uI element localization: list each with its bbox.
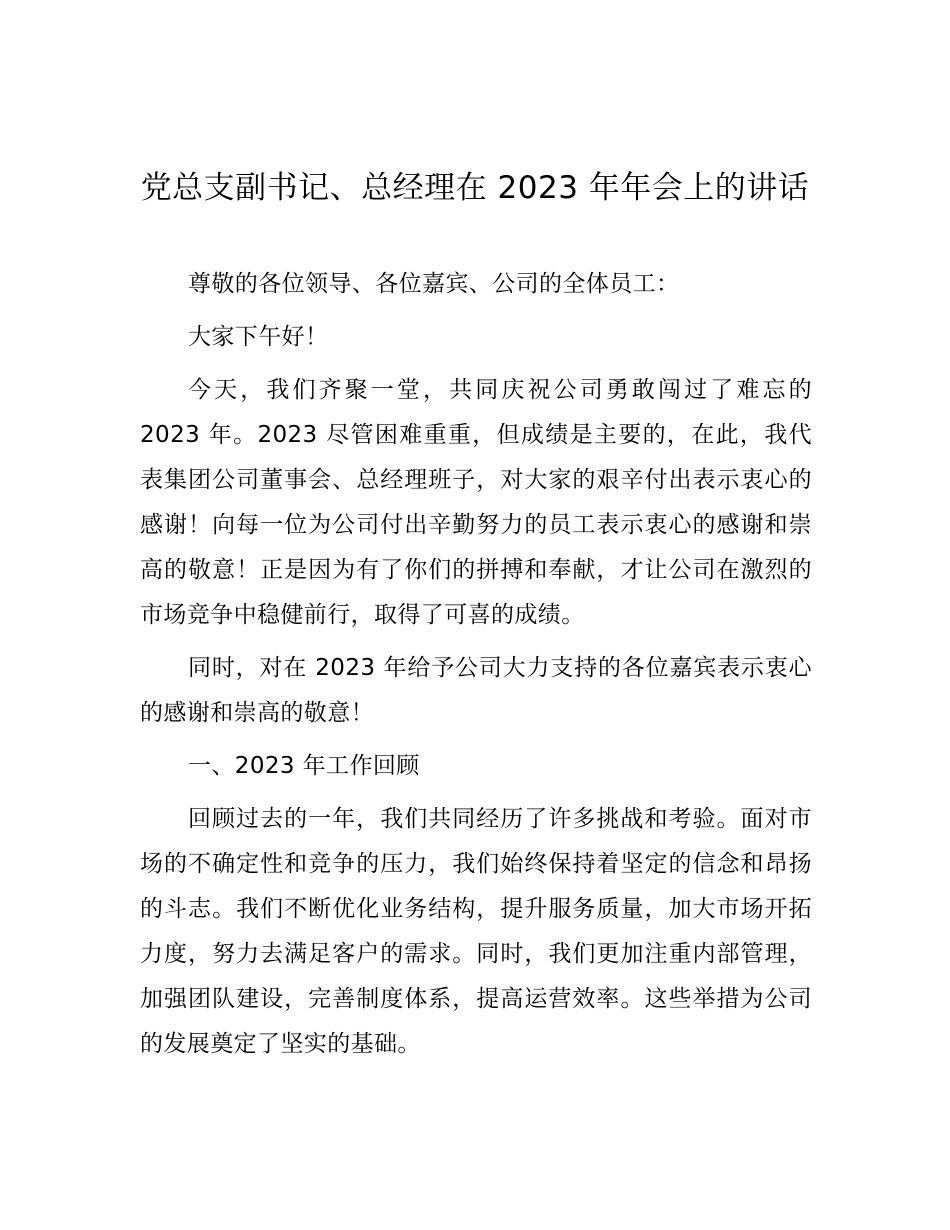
document-body bbox=[140, 262, 812, 1075]
document-title: 党总支副书记、总经理在 2023 年年会上的讲话 bbox=[140, 170, 810, 206]
greeting-paragraph: 大家下午好！ bbox=[188, 324, 329, 350]
review-paragraph: 回顾过去的一年，我们共同经历了许多挑战和考验。面对市场的不确定性和竞争的压力，我们始终保持着坚定的信念和昂扬的斗志。我们不断优化业务结构，提升服务质量，加大市场开拓力度，努力去满足客户的需求。同时，我们更加注重内部管理，加强团队建设，完善制度体系，提高运营效率。这些举措为公司的发展奠定了坚实的基础。 bbox=[140, 806, 812, 1057]
opening-paragraph: 今天，我们齐聚一堂，共同庆祝公司勇敢闯过了难忘的 2023 年。2023 尽管困难重重，但成绩是主要的，在此，我代表集团公司董事会、总经理班子，对大家的艰辛付出表示衷心的感谢！向每一位为公司付出辛勤努力的员工表示衷心的感谢和崇高的敬意！正是因为有了你们的拼搏和奉献，才让公司在激烈的市场竞争中稳健前行，取得了可喜的成绩。 bbox=[140, 377, 812, 628]
salutation-paragraph: 尊敬的各位领导、各位嘉宾、公司的全体员工： bbox=[188, 271, 680, 297]
thanks-guests-paragraph: 同时，对在 2023 年给予公司大力支持的各位嘉宾表示衷心的感谢和崇高的敬意！ bbox=[140, 655, 812, 726]
section-heading: 一、2023 年工作回顾 bbox=[188, 753, 420, 779]
